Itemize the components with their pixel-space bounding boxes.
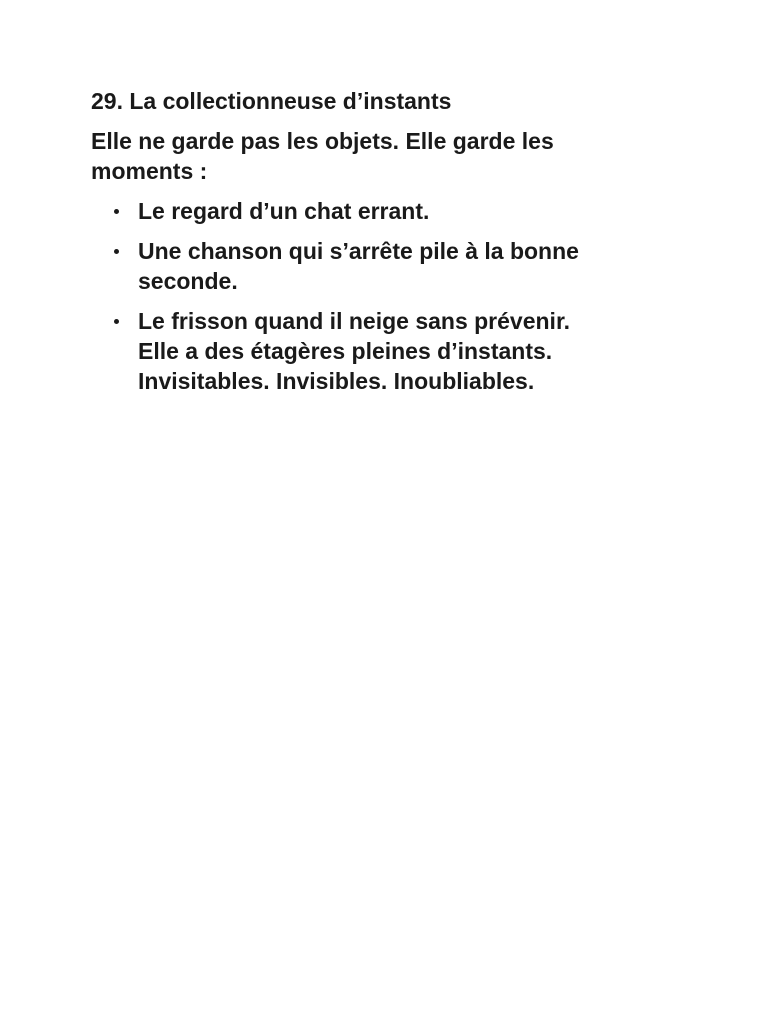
list-item-line: Une chanson qui s’arrête pile à la bonne <box>138 238 579 264</box>
list-item-line: seconde. <box>138 268 238 294</box>
list-item-line: Le frisson quand il neige sans prévenir. <box>138 308 571 334</box>
list-item-line: Invisitables. Invisibles. Inoubliables. <box>138 368 535 394</box>
bullet-icon <box>114 209 119 214</box>
list-item <box>91 306 691 396</box>
intro-line: Elle ne garde pas les objets. Elle garde les <box>91 128 554 154</box>
bullet-icon <box>114 249 119 254</box>
bullet-icon <box>114 319 119 324</box>
list-item-line: Elle a des étagères pleines d’instants. <box>138 338 553 364</box>
list-item <box>91 196 691 226</box>
intro-line: moments : <box>91 158 208 184</box>
list-item <box>91 236 691 296</box>
moments-list <box>91 196 691 396</box>
document-page <box>91 86 691 406</box>
document-title: 29. La collectionneuse d’instants <box>91 88 452 114</box>
intro-paragraph <box>91 126 691 186</box>
list-item-line: Le regard d’un chat errant. <box>138 198 430 224</box>
